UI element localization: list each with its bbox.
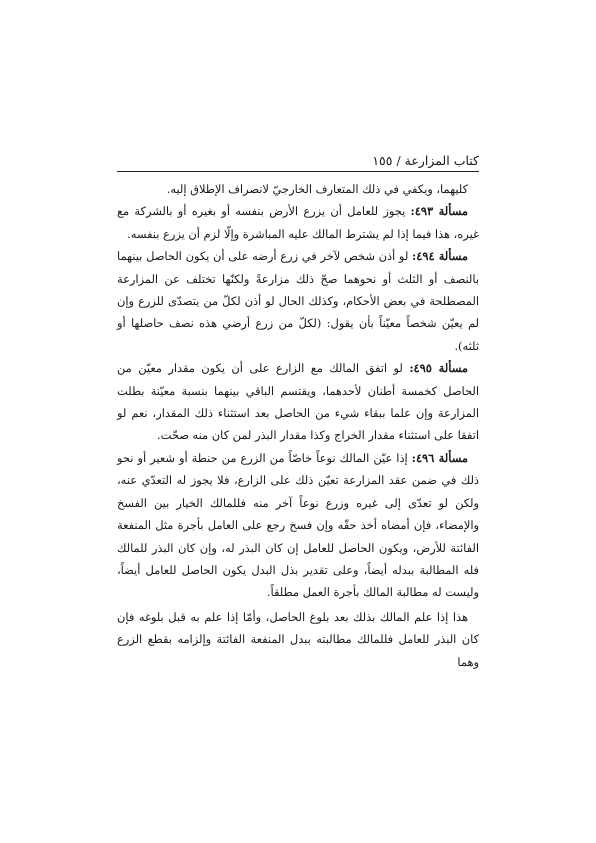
paragraph-text: هذا إذا علم المالك بذلك بعد بلوغ الحاصل، وأمّا إذا علم به قبل بلوغه فإن كان البذر للعامل فللمالك مطالبته ببدل المنفعة الفائتة وإلزامه بقطع الزرع وهما [117,609,479,669]
paragraph-text: كليهما، ويكفي في ذلك المتعارف الخارجيّ لانصراف الإطلاق إليه. [166,182,468,196]
running-title: كتاب المزارعة / ١٥٥ [372,153,479,168]
paragraph-text: يجوز للعامل أن يزرع الأرض بنفسه أو بغيره أو بالشركة مع غيره، هذا فيما إذا لم يشترط المالك عليه المباشرة وإلّا لزم أن يزرع بنفسه. [117,204,479,241]
paragraph [117,245,479,357]
paragraph [117,447,479,604]
running-header [117,146,479,168]
paragraph-text: لو أذن شخص لآخر في زرع أرضه على أن يكون الحاصل بينهما بالنصف أو الثلث أو نحوهما صحّ ذلك مزارعةً ولكنّها تختلف عن المزارعة المصطلحة في بعض الأحكام، وكذلك الحال لو أذن لكلّ من يتصدّى للزرع وإن لم يعيّن شخصاً معيّناً بأن يقول: (لكلّ من زرع أرضي هذه نصف حاصلها أو ثلثه). [117,249,479,353]
issue-label: مسألة ٤٩٤: [412,249,468,264]
paragraph-text: لو اتفق المالك مع الزارع على أن يكون مقدار معيّن من الحاصل كخمسة أطنان لأحدهما، ويقتسم الباقي بينهما بنسبة معيّنة بطلت المزارعة وإن علما ببقاء شيء من الحاصل بعد استثناء ذلك المقدار، نعم لو اتفقا على استثناء مقدار الخراج وكذا مقدار البذر لمن كان منه صحّت. [117,361,479,443]
issue-label: مسألة ٤٩٥: [409,361,468,376]
paragraph [117,178,479,200]
paragraph [117,200,479,245]
paragraph-text: إذا عيّن المالك نوعاً خاصّاً من الزرع من حنطة أو شعير أو نحو ذلك في ضمن عقد المزارعة تعيّن ذلك على الزارع، فلا يجوز له التعدّي عنه، ولكن لو تعدّى إلى غيره وزرع نوعاً آخر منه فللمالك الخيار بين الفسخ والإمضاء، فإن أمضاه أخذ حقّه وإن فسخ رجع على العامل بأجرة مثل المنفعة الفائتة للأرض، ويكون الحاصل للعامل إن كان البذر له، وإن كان البذر للمالك فله المطالبة ببدله أيضاً، وعلى تقدير بذل البدل يكون الحاصل للعامل أيضاً، وليست له مطالبة المالك بأجرة العمل مطلقاً. [117,450,479,600]
paragraph [117,357,479,447]
issue-label: مسألة ٤٩٣: [410,204,468,219]
body-text [117,178,479,673]
paragraph [117,606,479,673]
header-rule [117,171,479,172]
issue-label: مسألة ٤٩٦: [411,450,468,465]
